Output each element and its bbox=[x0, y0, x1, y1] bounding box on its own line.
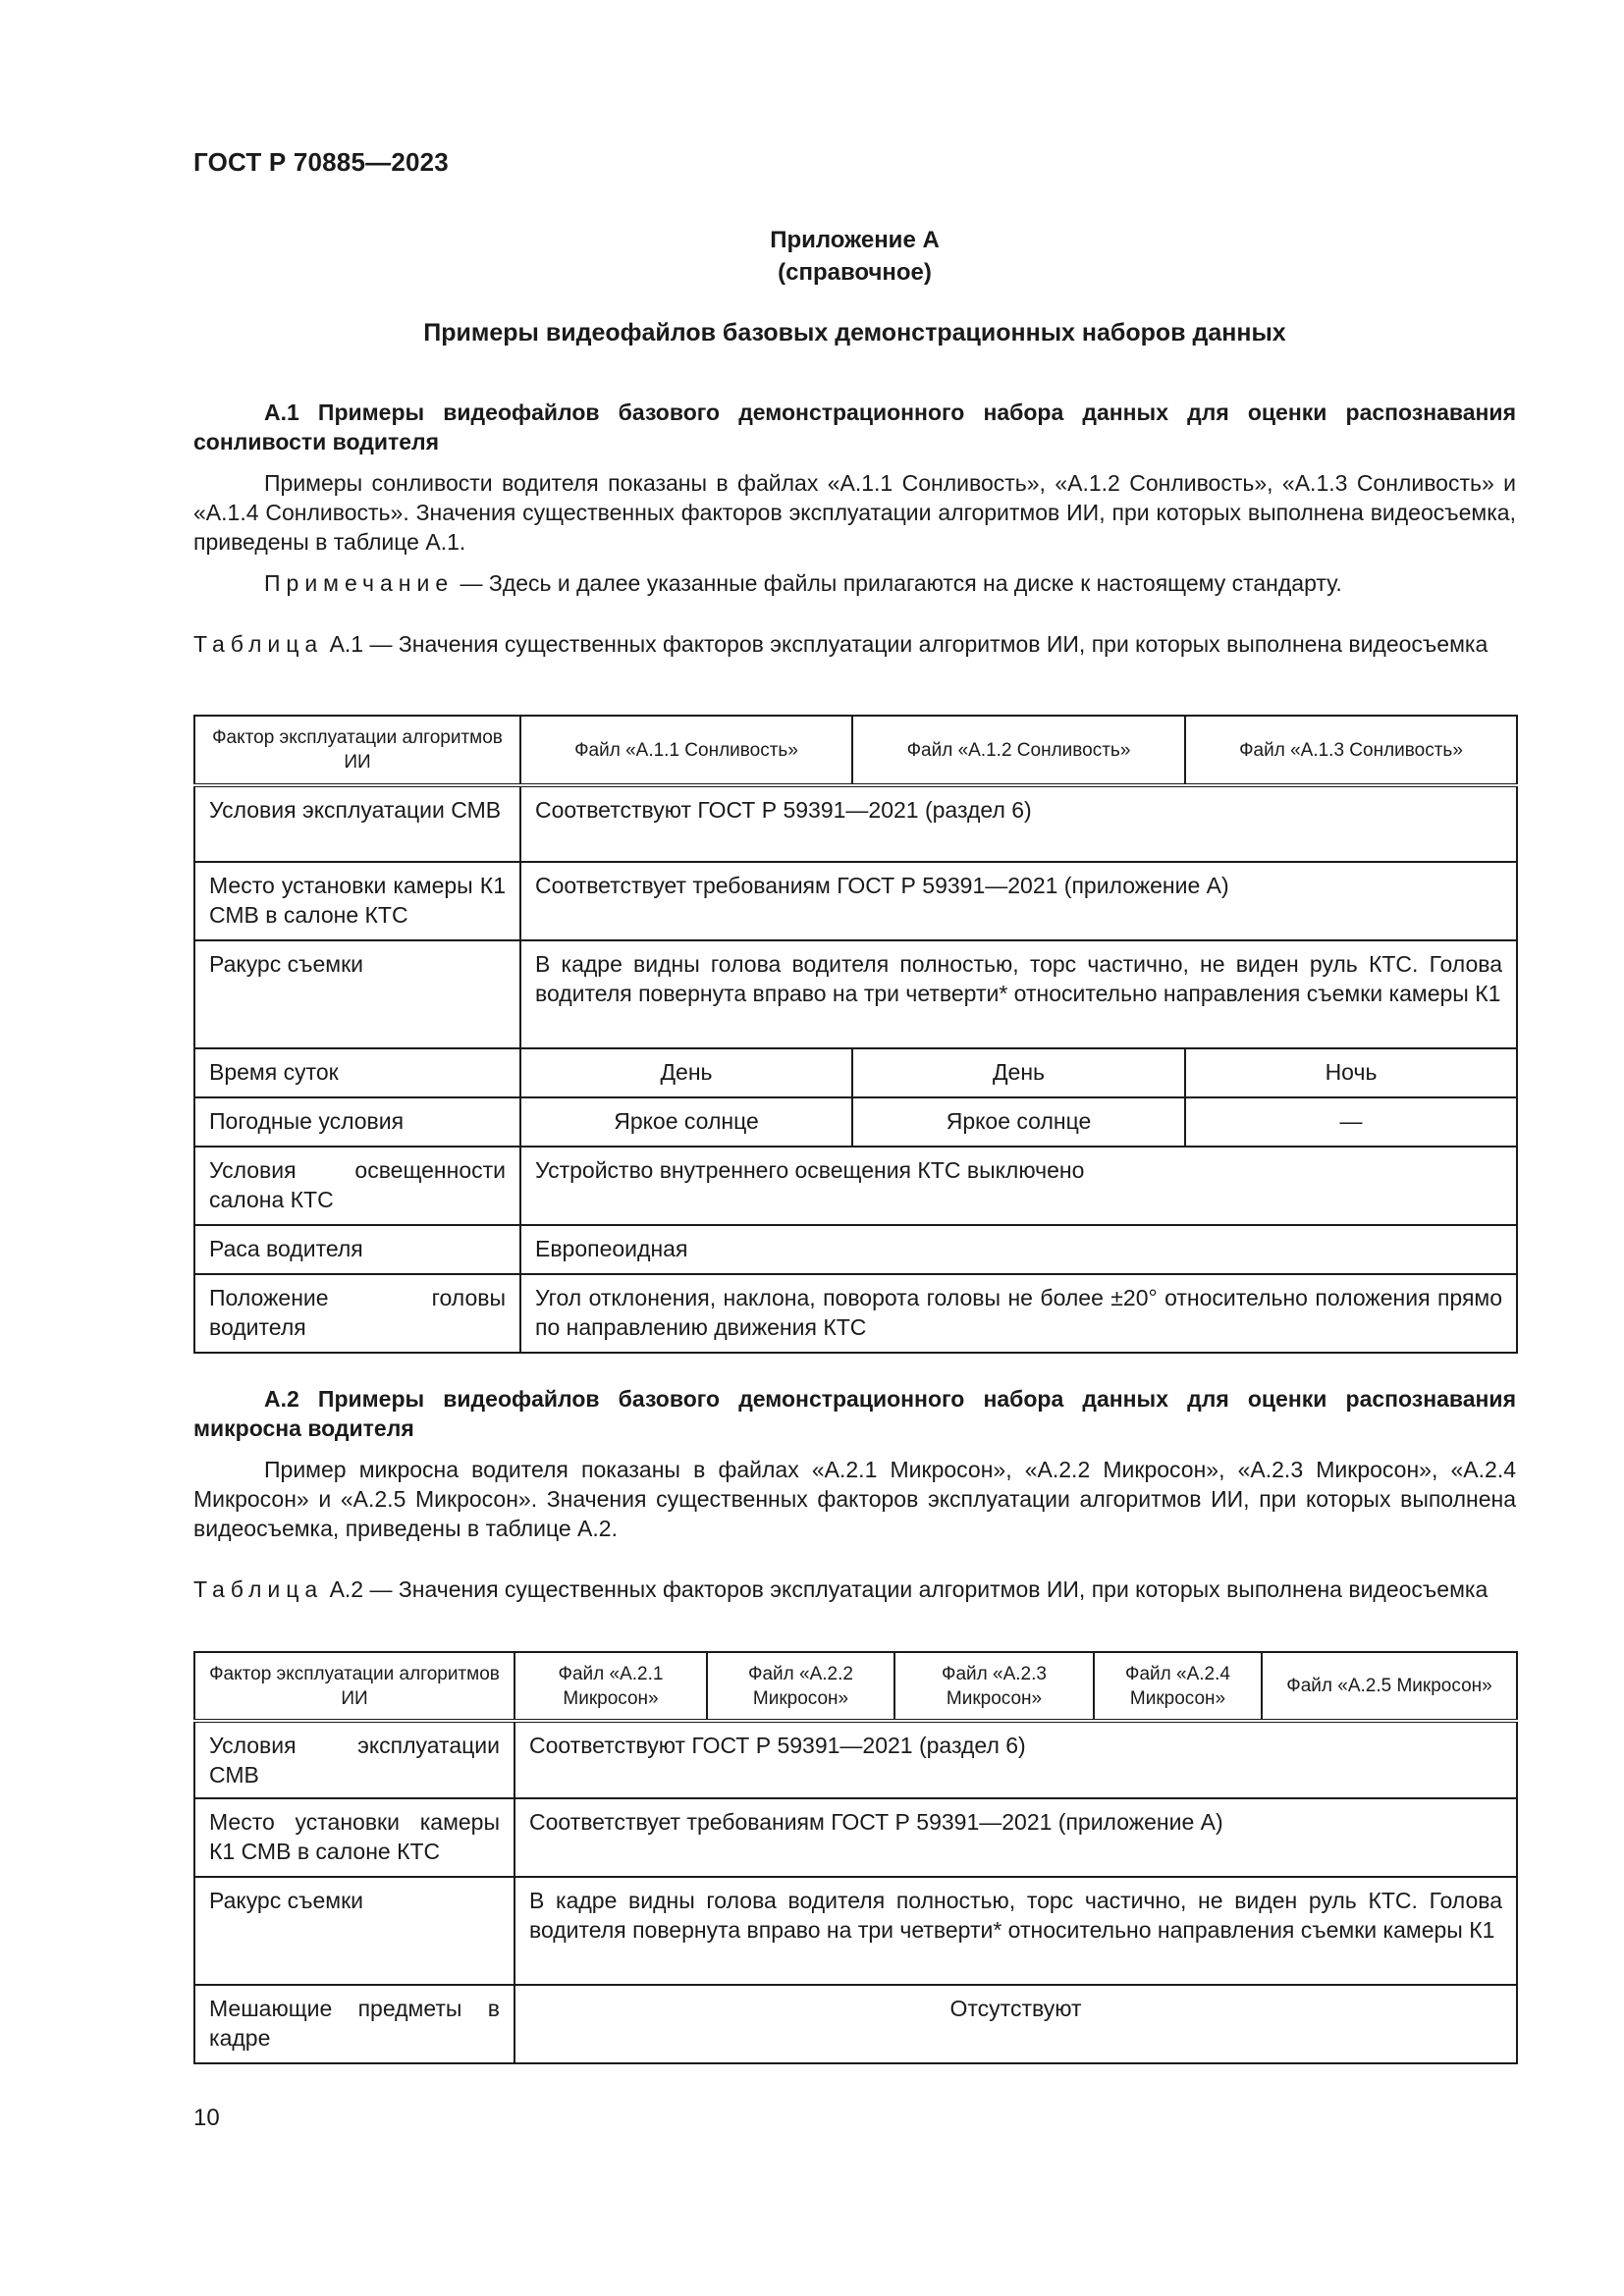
section-title: Примеры видеофайлов базовых демонстрационных наборов данных bbox=[423, 319, 1286, 347]
factor-cell: Ракурс съемки bbox=[194, 1877, 514, 1985]
table1-label: Таблица bbox=[193, 631, 324, 657]
value-cell: Ночь bbox=[1185, 1048, 1517, 1097]
header-cell: Файл «А.1.2 Сонливость» bbox=[852, 716, 1185, 785]
value-cell: В кадре видны голова водителя полностью, торс частично, не виден руль КТС. Голова водителя повернута вправо на три четверти* относительно направления съемки камеры К1 bbox=[520, 940, 1517, 1048]
table-a1-header-row bbox=[194, 716, 1517, 785]
header-cell: Файл «А.2.5 Микросон» bbox=[1262, 1652, 1517, 1721]
a1-note bbox=[193, 568, 1516, 598]
note-text: — Здесь и далее указанные файлы прилагаются на диске к настоящему стандарту. bbox=[454, 570, 1342, 596]
header-cell: Фактор эксплуатации алгоритмов ИИ bbox=[194, 1652, 514, 1721]
value-cell: Устройство внутреннего освещения КТС выключено bbox=[520, 1147, 1517, 1225]
header-cell: Фактор эксплуатации алгоритмов ИИ bbox=[194, 716, 520, 785]
header-cell: Файл «А.2.2 Микросон» bbox=[707, 1652, 894, 1721]
note-label: Примечание bbox=[264, 570, 455, 596]
table-a2 bbox=[193, 1651, 1518, 2064]
table-row bbox=[194, 785, 1517, 862]
appendix-heading bbox=[193, 224, 1516, 289]
table-row bbox=[194, 940, 1517, 1048]
table2-caption bbox=[193, 1575, 1516, 1604]
value-cell: Отсутствуют bbox=[514, 1985, 1517, 2063]
section-a1 bbox=[193, 398, 1516, 659]
value-cell: Европеоидная bbox=[520, 1225, 1517, 1274]
factor-cell: Условия эксплуатации СМВ bbox=[194, 1721, 514, 1798]
value-cell: Угол отклонения, наклона, поворота головы не более ±20° относительно положения прямо по направлению движения КТС bbox=[520, 1274, 1517, 1353]
page-number: 10 bbox=[193, 2105, 220, 2131]
table-row bbox=[194, 1798, 1517, 1877]
value-cell: Соответствуют ГОСТ Р 59391—2021 (раздел 6) bbox=[520, 785, 1517, 862]
appendix-title: Приложение А bbox=[770, 227, 940, 253]
value-cell: Соответствует требованиям ГОСТ Р 59391—2021 (приложение А) bbox=[520, 862, 1517, 940]
table-row bbox=[194, 1097, 1517, 1147]
table1-caption-text: А.1 — Значения существенных факторов эксплуатации алгоритмов ИИ, при которых выполнена видеосъемка bbox=[323, 631, 1489, 657]
header-cell: Файл «А.2.1 Микросон» bbox=[514, 1652, 707, 1721]
value-cell: Яркое солнце bbox=[852, 1097, 1185, 1147]
a1-heading: А.1 Примеры видеофайлов базового демонстрационного набора данных для оценки распознавания сонливости водителя bbox=[193, 400, 1516, 454]
table-row bbox=[194, 1048, 1517, 1097]
a1-paragraph: Примеры сонливости водителя показаны в файлах «А.1.1 Сонливость», «А.1.2 Сонливость», «А.1.3 Сонливость» и «А.1.4 Сонливость». Значения существенных факторов эксплуатации алгоритмов ИИ, при которых выполнена видеосъемка, приведены в таблице А.1. bbox=[193, 470, 1516, 555]
table-row bbox=[194, 1225, 1517, 1274]
value-cell: Яркое солнце bbox=[520, 1097, 852, 1147]
value-cell: — bbox=[1185, 1097, 1517, 1147]
value-cell: В кадре видны голова водителя полностью, торс частично, не виден руль КТС. Голова водителя повернута вправо на три четверти* относительно направления съемки камеры К1 bbox=[514, 1877, 1517, 1985]
header-cell: Файл «А.2.4 Микросон» bbox=[1094, 1652, 1262, 1721]
table1-caption bbox=[193, 629, 1516, 659]
table-row bbox=[194, 862, 1517, 940]
table-a1 bbox=[193, 715, 1518, 1354]
factor-cell: Место установки камеры К1 СМВ в салоне КТС bbox=[194, 1798, 514, 1877]
value-cell: Соответствуют ГОСТ Р 59391—2021 (раздел 6) bbox=[514, 1721, 1517, 1798]
factor-cell: Погодные условия bbox=[194, 1097, 520, 1147]
factor-cell: Условия освещенности салона КТС bbox=[194, 1147, 520, 1225]
factor-cell: Мешающие предметы в кадре bbox=[194, 1985, 514, 2063]
table2-caption-text: А.2 — Значения существенных факторов эксплуатации алгоритмов ИИ, при которых выполнена видеосъемка bbox=[323, 1576, 1489, 1602]
table-row bbox=[194, 1274, 1517, 1353]
table-row bbox=[194, 1721, 1517, 1798]
value-cell: Соответствует требованиям ГОСТ Р 59391—2021 (приложение А) bbox=[514, 1798, 1517, 1877]
factor-cell: Положение головы водителя bbox=[194, 1274, 520, 1353]
header-cell: Файл «А.2.3 Микросон» bbox=[894, 1652, 1094, 1721]
value-cell: День bbox=[852, 1048, 1185, 1097]
table-a2-header-row bbox=[194, 1652, 1517, 1721]
factor-cell: Ракурс съемки bbox=[194, 940, 520, 1048]
section-a2 bbox=[193, 1384, 1516, 1604]
factor-cell: Место установки камеры К1 СМВ в салоне КТС bbox=[194, 862, 520, 940]
table-row bbox=[194, 1985, 1517, 2063]
appendix-type: (справочное) bbox=[778, 259, 932, 286]
factor-cell: Условия эксплуатации СМВ bbox=[194, 785, 520, 862]
a2-heading: А.2 Примеры видеофайлов базового демонстрационного набора данных для оценки распознавания микросна водителя bbox=[193, 1386, 1516, 1441]
header-cell: Файл «А.1.1 Сонливость» bbox=[520, 716, 852, 785]
table-row bbox=[194, 1877, 1517, 1985]
factor-cell: Раса водителя bbox=[194, 1225, 520, 1274]
table-row bbox=[194, 1147, 1517, 1225]
value-cell: День bbox=[520, 1048, 852, 1097]
a2-paragraph: Пример микросна водителя показаны в файлах «А.2.1 Микросон», «А.2.2 Микросон», «А.2.3 Микросон», «А.2.4 Микросон» и «А.2.5 Микросон». Значения существенных факторов эксплуатации алгоритмов ИИ, при которых выполнена видеосъемка, приведены в таблице А.2. bbox=[193, 1457, 1516, 1541]
table2-label: Таблица bbox=[193, 1576, 324, 1602]
factor-cell: Время суток bbox=[194, 1048, 520, 1097]
document-code: ГОСТ Р 70885—2023 bbox=[193, 147, 449, 177]
header-cell: Файл «А.1.3 Сонливость» bbox=[1185, 716, 1517, 785]
